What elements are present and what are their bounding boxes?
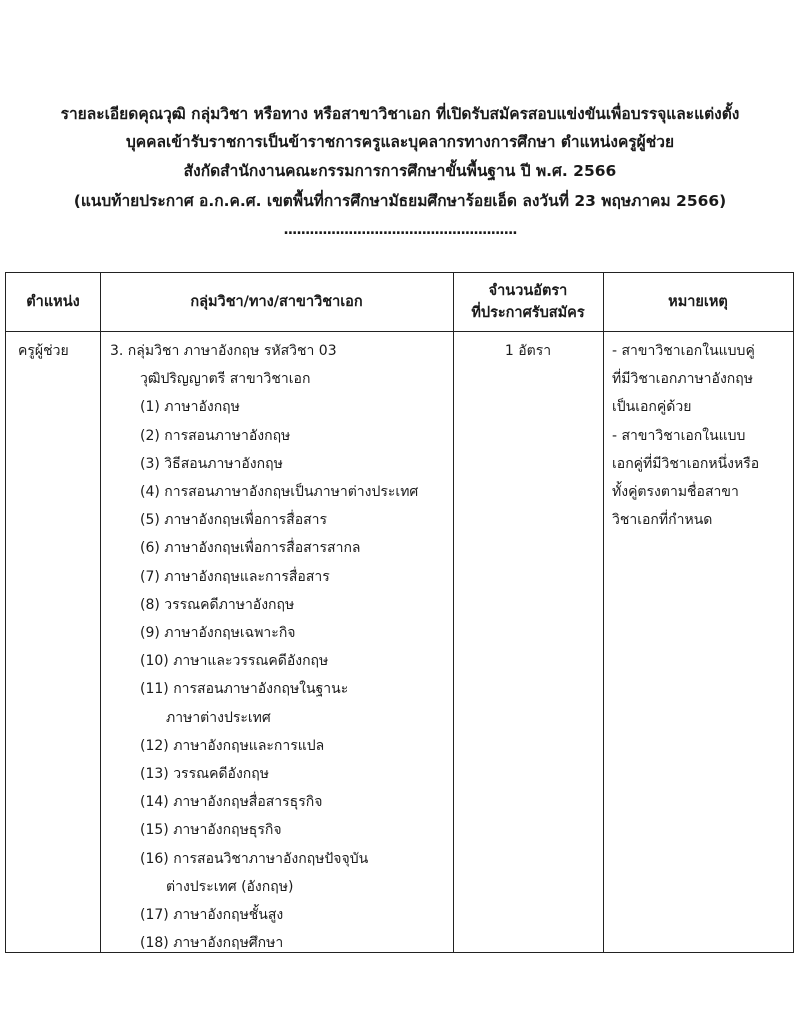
major-item: (3) วิธีสอนภาษาอังกฤษ (140, 455, 283, 472)
remark-line: ที่มีวิชาเอกภาษาอังกฤษ (612, 371, 753, 388)
column-divider (453, 273, 454, 952)
major-item: (11) การสอนภาษาอังกฤษในฐานะ (140, 681, 349, 698)
doc-title-line-1: รายละเอียดคุณวุฒิ กลุ่มวิชา หรือทาง หรือสาขาวิชาเอก ที่เปิดรับสมัครสอบแข่งขันเพื่อบรรจุและแต่งตั้ง (60, 105, 740, 123)
degree-line: วุฒิปริญญาตรี สาขาวิชาเอก (140, 371, 311, 388)
column-divider (603, 273, 604, 952)
col-header-count-line1: จำนวนอัตรา (488, 283, 568, 299)
subject-cell (110, 337, 418, 957)
major-item: (1) ภาษาอังกฤษ (140, 399, 240, 416)
major-item: (18) ภาษาอังกฤษศึกษา (140, 935, 284, 952)
position-cell: ครูผู้ช่วย (18, 343, 69, 359)
col-header-count-line2: ที่ประกาศรับสมัคร (471, 305, 585, 321)
remark-line: วิชาเอกที่กำหนด (612, 512, 713, 529)
doc-title-line-3: สังกัดสำนักงานคณะกรรมการการศึกษาขั้นพื้นฐาน ปี พ.ศ. 2566 (183, 162, 617, 180)
header-divider (6, 331, 793, 332)
major-item: (16) การสอนวิชาภาษาอังกฤษปัจจุบัน (140, 850, 369, 867)
major-item: (15) ภาษาอังกฤษธุรกิจ (140, 822, 282, 839)
remark-line: - สาขาวิชาเอกในแบบคู่ (612, 343, 755, 359)
major-item: (12) ภาษาอังกฤษและการแปล (140, 737, 325, 754)
major-item-continuation: ภาษาต่างประเทศ (166, 709, 271, 726)
remark-line: เป็นเอกคู่ด้วย (612, 399, 692, 416)
major-item: (9) ภาษาอังกฤษเฉพาะกิจ (140, 625, 296, 642)
group-title: 3. กลุ่มวิชา ภาษาอังกฤษ รหัสวิชา 03 (110, 343, 337, 359)
remarks-cell (612, 337, 759, 534)
count-cell: 1 อัตรา (504, 343, 552, 359)
col-header-remarks: หมายเหตุ (668, 294, 728, 310)
major-item-continuation: ต่างประเทศ (อังกฤษ) (166, 878, 294, 895)
major-item: (10) ภาษาและวรรณคดีอังกฤษ (140, 653, 329, 670)
col-header-subject: กลุ่มวิชา/ทาง/สาขาวิชาเอก (190, 294, 363, 310)
separator: ...................................................... (283, 222, 517, 238)
major-item: (13) วรรณคดีอังกฤษ (140, 766, 269, 783)
remark-line: - สาขาวิชาเอกในแบบ (612, 427, 746, 444)
major-item: (17) ภาษาอังกฤษชั้นสูง (140, 907, 284, 924)
major-item: (5) ภาษาอังกฤษเพื่อการสื่อสาร (140, 512, 328, 529)
col-header-position: ตำแหน่ง (26, 294, 80, 310)
major-item: (2) การสอนภาษาอังกฤษ (140, 427, 291, 444)
doc-title-line-4: (แนบท้ายประกาศ อ.ก.ค.ศ. เขตพื้นที่การศึกษามัธยมศึกษาร้อยเอ็ด ลงวันที่ 23 พฤษภาคม 2566) (73, 192, 727, 210)
major-item: (4) การสอนภาษาอังกฤษเป็นภาษาต่างประเทศ (140, 484, 419, 501)
qualification-table (5, 272, 794, 953)
major-item: (14) ภาษาอังกฤษสื่อสารธุรกิจ (140, 794, 323, 811)
col-header-count (453, 273, 603, 331)
major-item: (8) วรรณคดีภาษาอังกฤษ (140, 596, 295, 613)
major-item: (7) ภาษาอังกฤษและการสื่อสาร (140, 568, 330, 585)
remark-line: เอกคู่ที่มีวิชาเอกหนึ่งหรือ (612, 455, 760, 472)
remark-line: ทั้งคู่ตรงตามชื่อสาขา (612, 484, 739, 501)
major-item: (6) ภาษาอังกฤษเพื่อการสื่อสารสากล (140, 540, 361, 557)
doc-title-line-2: บุคคลเข้ารับราชการเป็นข้าราชการครูและบุคลากรทางการศึกษา ตำแหน่งครูผู้ช่วย (125, 133, 675, 151)
column-divider (100, 273, 101, 952)
